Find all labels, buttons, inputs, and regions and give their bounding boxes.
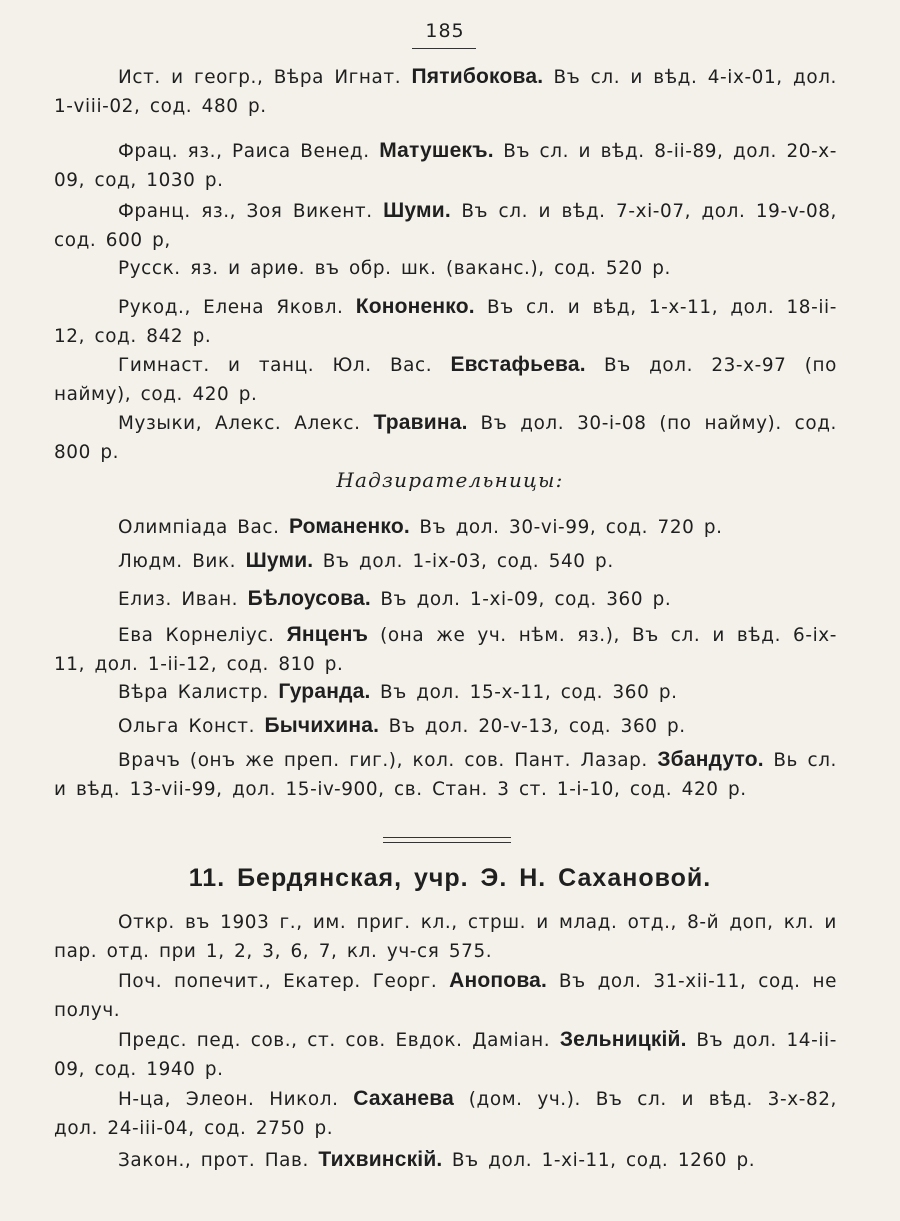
entry-details: Въ дол. 30-i-08 (по найму). сод. 800 р. xyxy=(54,413,837,463)
surname: Матушекъ. xyxy=(379,139,494,162)
entry-teacher-3 xyxy=(54,196,837,255)
surname: Бычихина. xyxy=(264,714,380,737)
entry-details: Въ дол. 14-ii-09, сод. 1940 р. xyxy=(54,1030,837,1080)
entry-details: Въ сл. и вѣд. 4-ix-01, дол. 1-viii-02, сод. 480 р. xyxy=(54,67,837,117)
entry-text: Откр. въ 1903 г., им. приг. кл., стрш. и млад. отд., 8-й доп, кл. и пар. отд. при 1, 2, 3, 6, 7, кл. уч-ся 575. xyxy=(54,912,837,962)
entry-section-5 xyxy=(54,1145,837,1175)
entry-details: Въ дол. 31-xii-11, сод. не получ. xyxy=(54,971,837,1021)
entry-text: Фрац. яз., Раиса Венед. xyxy=(118,141,380,162)
surname: Саханева xyxy=(353,1087,455,1110)
entry-details: Въ дол. 30-vi-99, сод. 720 р. xyxy=(409,517,723,538)
entry-details: Въ дол. 20-v-13, сод. 360 р. xyxy=(379,716,686,737)
page-number-rule xyxy=(412,48,476,49)
entry-section-4 xyxy=(54,1084,837,1143)
surname: Романенко. xyxy=(288,515,410,538)
entry-text: Гимнаст. и танц. Юл. Вас. xyxy=(118,355,451,376)
entry-details: Въ дол. 1-xi-09, сод. 360 р. xyxy=(370,589,672,610)
entry-text: Музыки, Алекс. Алекс. xyxy=(118,413,374,434)
entry-teacher-1 xyxy=(54,62,837,121)
surname: Шуми. xyxy=(245,549,314,572)
entry-section-1 xyxy=(54,908,837,966)
entry-details: Въ дол. 1-ix-03, сод. 540 р. xyxy=(313,551,614,572)
entry-matron-6 xyxy=(54,711,837,741)
entry-teacher-2 xyxy=(54,136,837,195)
entry-text: Рукод., Елена Яковл. xyxy=(118,297,356,318)
entry-details: Въ сл. и вѣд. 8-ii-89, дол. 20-x-09, сод, 1030 р. xyxy=(54,141,838,191)
entry-details: Въ дол. 23-x-97 (по найму), сод. 420 р. xyxy=(54,355,837,405)
entry-section-3 xyxy=(54,1025,837,1084)
surname: Бѣлоусова. xyxy=(247,587,371,610)
section-separator xyxy=(383,837,511,843)
entry-text: Олимпіада Вас. xyxy=(118,517,289,538)
entry-text: Вѣра Калистр. xyxy=(118,682,279,703)
surname: Евстафьева. xyxy=(450,353,586,376)
entry-physician xyxy=(54,745,837,804)
surname: Янценъ xyxy=(286,623,369,646)
entry-text: Франц. яз., Зоя Викент. xyxy=(118,201,384,222)
entry-text: Русск. яз. и ариѳ. въ обр. шк. (ваканс.), сод. 520 р. xyxy=(118,258,671,279)
surname: Шуми. xyxy=(383,199,451,222)
entry-teacher-6 xyxy=(54,350,837,409)
entry-text: Н-ца, Элеон. Никол. xyxy=(118,1089,354,1110)
surname: Тихвинскій. xyxy=(318,1148,443,1171)
surname: Травина. xyxy=(373,411,468,434)
entry-text: Людм. Вик. xyxy=(118,551,246,572)
entry-text: Ист. и геогр., Вѣра Игнат. xyxy=(118,67,412,88)
entry-teacher-7 xyxy=(54,408,837,467)
entry-matron-3 xyxy=(54,584,837,614)
entry-text: Предс. пед. сов., ст. сов. Евдок. Даміан. xyxy=(118,1030,560,1051)
entry-details: (дом. уч.). Въ сл. и вѣд. 3-x-82, дол. 24-iii-04, сод. 2750 р. xyxy=(54,1089,837,1139)
surname: Зельницкій. xyxy=(559,1028,687,1051)
section-title: 11. Бердянская, учр. Э. Н. Сахановой. xyxy=(188,864,712,892)
entry-text: Елиз. Иван. xyxy=(118,589,248,610)
surname: Гуранда. xyxy=(278,680,371,703)
entry-text: Закон., прот. Пав. xyxy=(118,1150,319,1171)
entry-matron-2 xyxy=(54,546,837,576)
entry-details: Вь сл. и вѣд. 13-vii-99, дол. 15-iv-900, св. Стан. 3 ст. 1-i-10, сод. 420 р. xyxy=(54,750,837,800)
entry-matron-5 xyxy=(54,677,837,707)
entry-text: Поч. попечит., Екатер. Георг. xyxy=(118,971,450,992)
entry-teacher-5 xyxy=(54,292,837,351)
entry-matron-1 xyxy=(54,512,837,542)
entry-teacher-4 xyxy=(54,254,837,283)
entry-text: Ева Корнеліус. xyxy=(118,625,287,646)
entry-details: Въ дол. 15-x-11, сод. 360 р. xyxy=(370,682,678,703)
surname: Анопова. xyxy=(449,969,548,992)
surname: Збандуто. xyxy=(657,748,764,771)
subheading-matrons: Надзирательницы: xyxy=(336,468,564,492)
surname: Кононенко. xyxy=(355,295,475,318)
page-number: 185 xyxy=(425,20,465,42)
entry-details: Въ сл. и вѣд, 1-x-11, дол. 18-ii-12, сод. 842 р. xyxy=(54,297,837,347)
entry-matron-4 xyxy=(54,620,837,679)
entry-details: (она же уч. нѣм. яз.), Въ сл. и вѣд. 6-ix-11, дол. 1-ii-12, сод. 810 р. xyxy=(54,625,837,675)
entry-section-2 xyxy=(54,966,837,1025)
entry-details: Въ дол. 1-xi-11, сод. 1260 р. xyxy=(442,1150,756,1171)
surname: Пятибокова. xyxy=(411,65,544,88)
entry-details: Въ сл. и вѣд. 7-xi-07, дол. 19-v-08, сод. 600 р, xyxy=(54,201,837,251)
entry-text: Врачъ (онъ же преп. гиг.), кол. сов. Пант. Лазар. xyxy=(118,750,658,771)
entry-text: Ольга Конст. xyxy=(118,716,265,737)
